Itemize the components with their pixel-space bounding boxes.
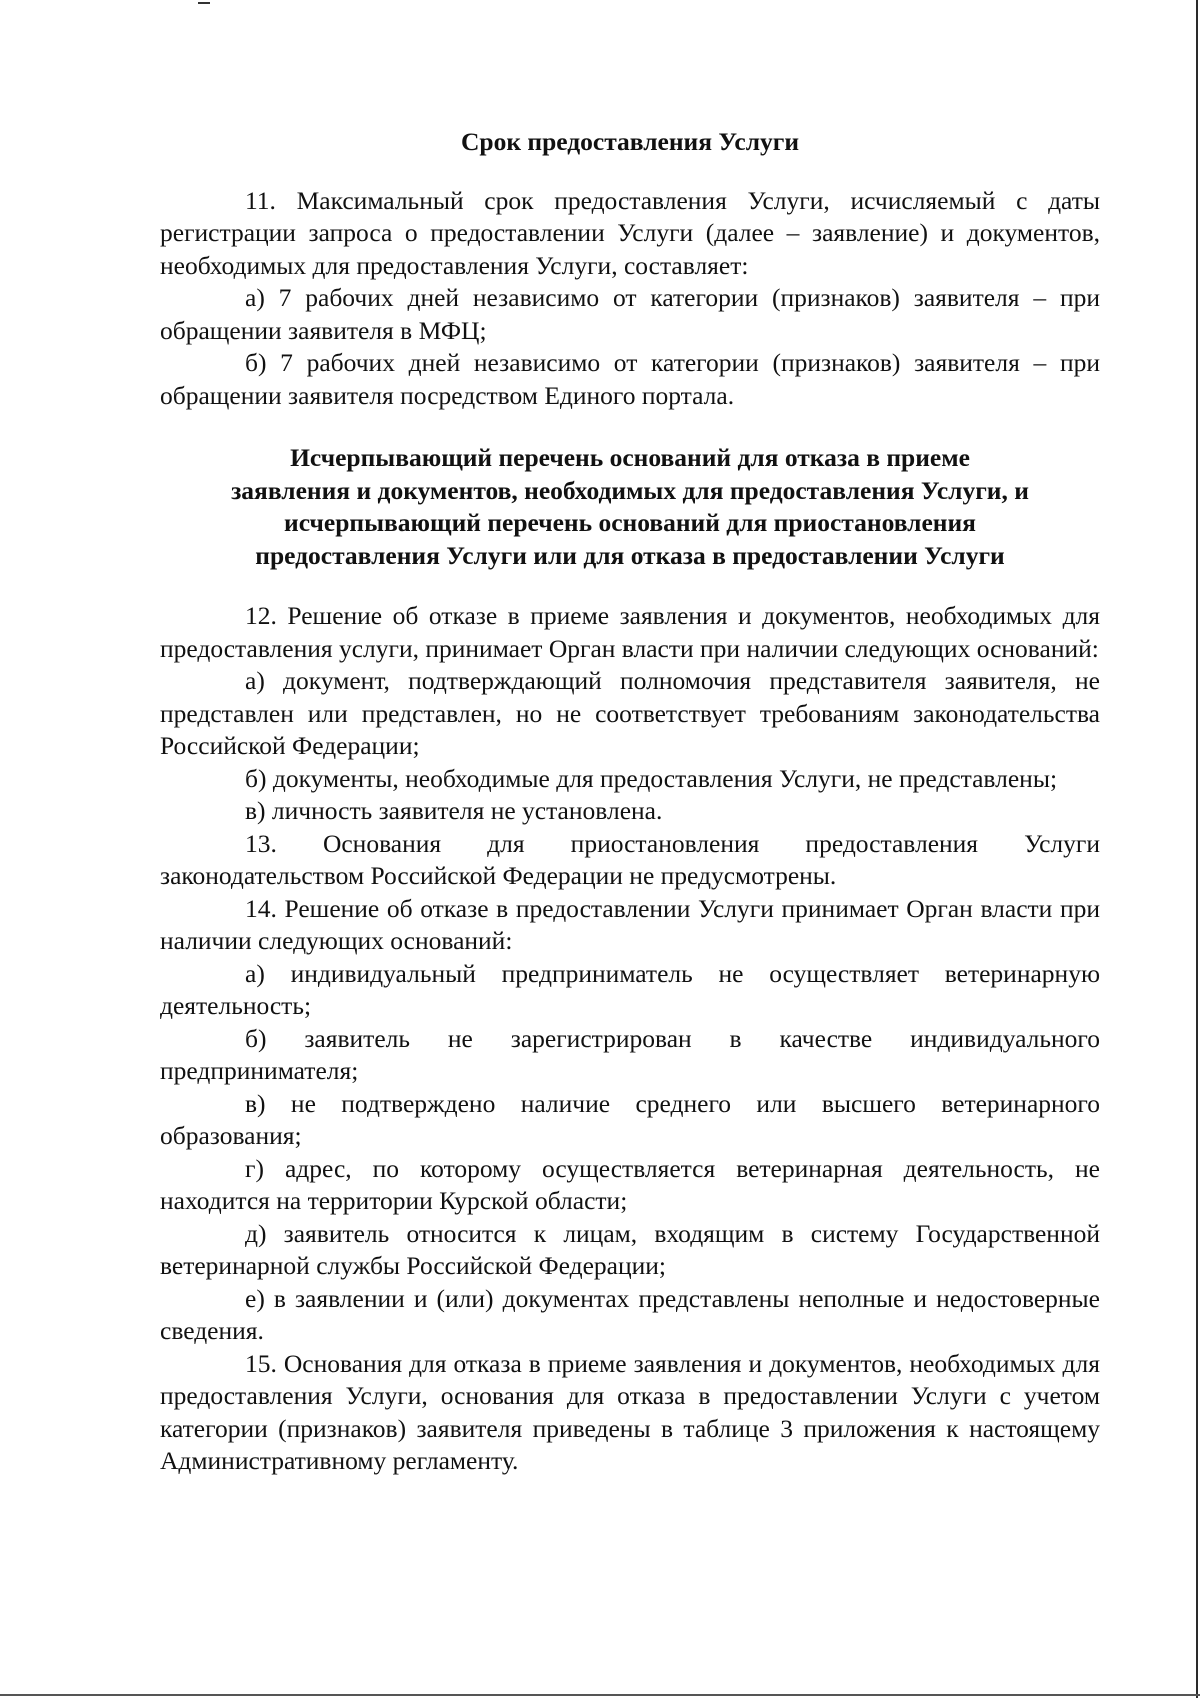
heading-line: исчерпывающий перечень оснований для приостановления (284, 508, 976, 537)
paragraph-14-d: д) заявитель относится к лицам, входящим в систему Государственной ветеринарной службы Российской Федерации; (160, 1218, 1100, 1280)
document-body (160, 126, 1100, 1478)
paragraph-14-b: б) заявитель не зарегистрирован в качестве индивидуального предпринимателя; (160, 1023, 1100, 1085)
paragraph-12-a: а) документ, подтверждающий полномочия представителя заявителя, не представлен или представлен, но не соответствует требованиям законодательства Российской Федерации; (160, 666, 1100, 760)
section-refusal-grounds (160, 600, 1100, 1478)
paragraph-12: 12. Решение об отказе в приеме заявления и документов, необходимых для предоставления услуги, принимает Орган власти при наличии следующих оснований: (160, 601, 1100, 663)
heading-line: предоставления Услуги или для отказа в предоставлении Услуги (255, 540, 1005, 570)
paragraph-11-b: б) 7 рабочих дней независимо от категории (признаков) заявителя – при обращении заявителя посредством Единого портала. (160, 348, 1100, 410)
paragraph-12-b: б) документы, необходимые для предоставления Услуги, не представлены; (245, 763, 1058, 793)
paragraph-11: 11. Максимальный срок предоставления Услуги, исчисляемый с даты регистрации запроса о предоставлении Услуги (далее – заявление) и документов, необходимых для предоставления Услуги, составляет: (160, 185, 1100, 280)
paragraph-12-v: в) личность заявителя не установлена. (245, 796, 663, 825)
paragraph-14-e: е) в заявлении и (или) документах представлены неполные и недостоверные сведения. (160, 1283, 1100, 1345)
scan-artifact-mark (198, 2, 210, 4)
section-deadline (160, 185, 1100, 413)
paragraph-14-v: в) не подтверждено наличие среднего или высшего ветеринарного образования; (160, 1088, 1100, 1150)
paragraph-13: 13. Основания для приостановления предоставления Услуги законодательством Российской Федерации не предусмотрены. (160, 828, 1100, 890)
paragraph-14-g: г) адрес, по которому осуществляется ветеринарная деятельность, не находится на территории Курской области; (160, 1153, 1100, 1215)
paragraph-14-a: а) индивидуальный предприниматель не осуществляет ветеринарную деятельность; (160, 958, 1100, 1020)
section-heading-refusal-grounds (160, 442, 1100, 572)
scan-edge-bottom (0, 1694, 1200, 1696)
paragraph-14: 14. Решение об отказе в предоставлении Услуги принимает Орган власти при наличии следующих оснований: (160, 893, 1100, 955)
scan-edge-right (1196, 0, 1198, 1698)
heading-line: заявления и документов, необходимых для предоставления Услуги, и (231, 475, 1029, 505)
paragraph-11-a: а) 7 рабочих дней независимо от категории (признаков) заявителя – при обращении заявителя в МФЦ; (160, 283, 1100, 345)
heading-line: Исчерпывающий перечень оснований для отказа в приеме (290, 443, 970, 472)
paragraph-15: 15. Основания для отказа в приеме заявления и документов, необходимых для предоставления Услуги, основания для отказа в предоставлении Услуги с учетом категории (признаков) заявителя приведены в таблице 3 приложения к настоящему Административному регламенту. (160, 1348, 1100, 1475)
section-heading-deadline: Срок предоставления Услуги (460, 127, 800, 156)
